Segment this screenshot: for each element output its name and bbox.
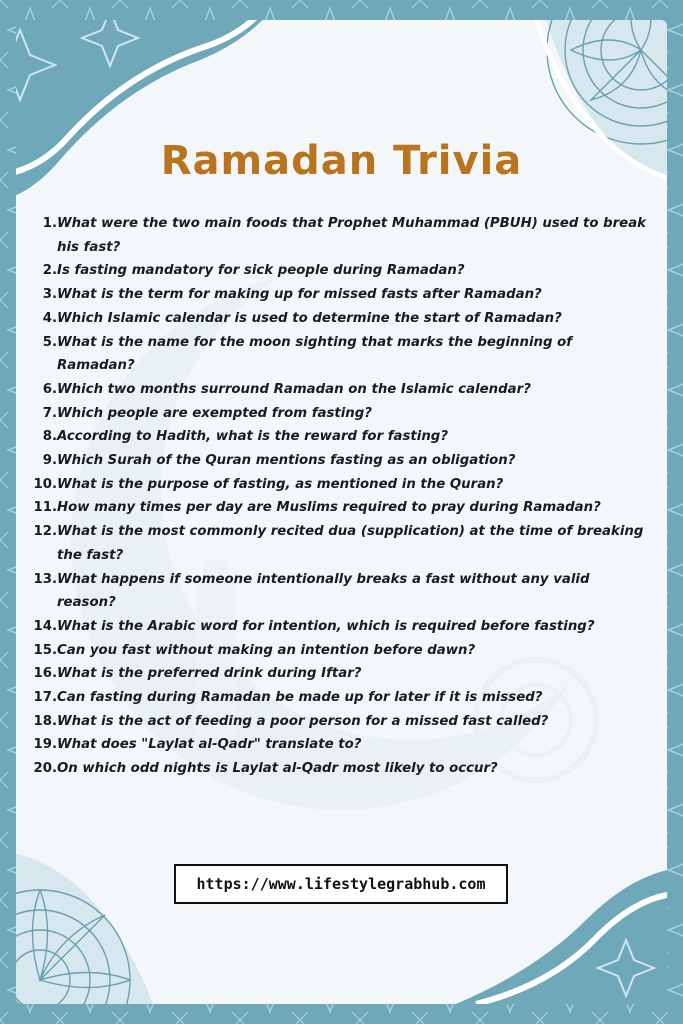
page-title: Ramadan Trivia	[160, 138, 523, 184]
website-url-link[interactable]: https://www.lifestylegrabhub.com	[174, 864, 508, 904]
question-text: What were the two main foods that Prophet Muhammad (PBUH) used to break his fast?	[57, 216, 647, 255]
list-item	[30, 520, 650, 567]
bottom-left-mandala-icon	[16, 830, 200, 1004]
question-number: 15.	[33, 642, 57, 658]
list-item	[30, 662, 650, 686]
list-item	[30, 496, 650, 520]
list-item	[30, 473, 650, 497]
list-item	[30, 283, 650, 307]
question-number: 1.	[42, 216, 57, 231]
question-text: What is the act of feeding a poor person for a missed fast called?	[57, 713, 549, 729]
question-text: What is the Arabic word for intention, which is required before fasting?	[57, 618, 595, 634]
question-text: Which Islamic calendar is used to determine the start of Ramadan?	[57, 310, 562, 326]
question-number: 16.	[33, 666, 57, 682]
list-item	[30, 733, 650, 757]
question-text: Which two months surround Ramadan on the Islamic calendar?	[57, 381, 531, 397]
list-item	[30, 378, 650, 402]
top-left-corner-ornament	[16, 20, 300, 230]
question-text: Which people are exempted from fasting?	[57, 405, 372, 421]
question-number: 19.	[33, 737, 57, 753]
question-text: What is the preferred drink during Iftar?	[57, 666, 362, 682]
list-item	[30, 615, 650, 639]
list-item	[30, 568, 650, 615]
question-text: Is fasting mandatory for sick people during Ramadan?	[57, 263, 465, 279]
question-text: What is the name for the moon sighting that marks the beginning of Ramadan?	[57, 334, 573, 374]
question-number: 18.	[33, 713, 57, 729]
question-number: 13.	[33, 571, 57, 587]
list-item	[30, 331, 650, 378]
question-number: 9.	[42, 453, 57, 469]
question-text: Which Surah of the Quran mentions fasting as an obligation?	[57, 453, 516, 469]
question-number: 6.	[42, 381, 57, 397]
list-item	[30, 307, 650, 331]
list-item	[30, 259, 650, 283]
question-text: Can you fast without making an intention before dawn?	[57, 642, 476, 658]
question-number: 14.	[33, 618, 57, 634]
question-text: Can fasting during Ramadan be made up for later if it is missed?	[57, 690, 543, 706]
question-number: 3.	[42, 287, 57, 303]
question-text: What happens if someone intentionally breaks a fast without any valid reason?	[57, 571, 590, 611]
question-number: 5.	[42, 334, 57, 350]
question-text: What is the purpose of fasting, as mentioned in the Quran?	[57, 476, 504, 492]
question-number: 20.	[33, 761, 57, 777]
question-number: 8.	[42, 429, 57, 445]
question-text: On which odd nights is Laylat al-Qadr most likely to occur?	[57, 761, 498, 777]
list-item	[30, 710, 650, 734]
question-number: 12.	[33, 524, 57, 540]
list-item	[30, 757, 650, 781]
list-item	[30, 425, 650, 449]
question-number: 7.	[42, 405, 57, 421]
question-number: 10.	[33, 476, 57, 492]
question-text: What is the most commonly recited dua (supplication) at the time of breaking the fast?	[57, 524, 644, 563]
question-text: What is the term for making up for missed fasts after Ramadan?	[57, 287, 542, 303]
question-number: 11.	[33, 500, 57, 516]
question-text: What does "Laylat al-Qadr" translate to?	[57, 737, 362, 753]
question-number: 4.	[42, 310, 57, 326]
list-item	[30, 686, 650, 710]
list-item	[30, 639, 650, 663]
question-number: 17.	[33, 690, 57, 706]
question-text: How many times per day are Muslims required to pray during Ramadan?	[57, 500, 601, 516]
question-list	[30, 212, 650, 781]
list-item	[30, 212, 650, 259]
list-item	[30, 402, 650, 426]
question-number: 2.	[42, 263, 57, 279]
question-text: According to Hadith, what is the reward for fasting?	[57, 429, 449, 445]
list-item	[30, 449, 650, 473]
